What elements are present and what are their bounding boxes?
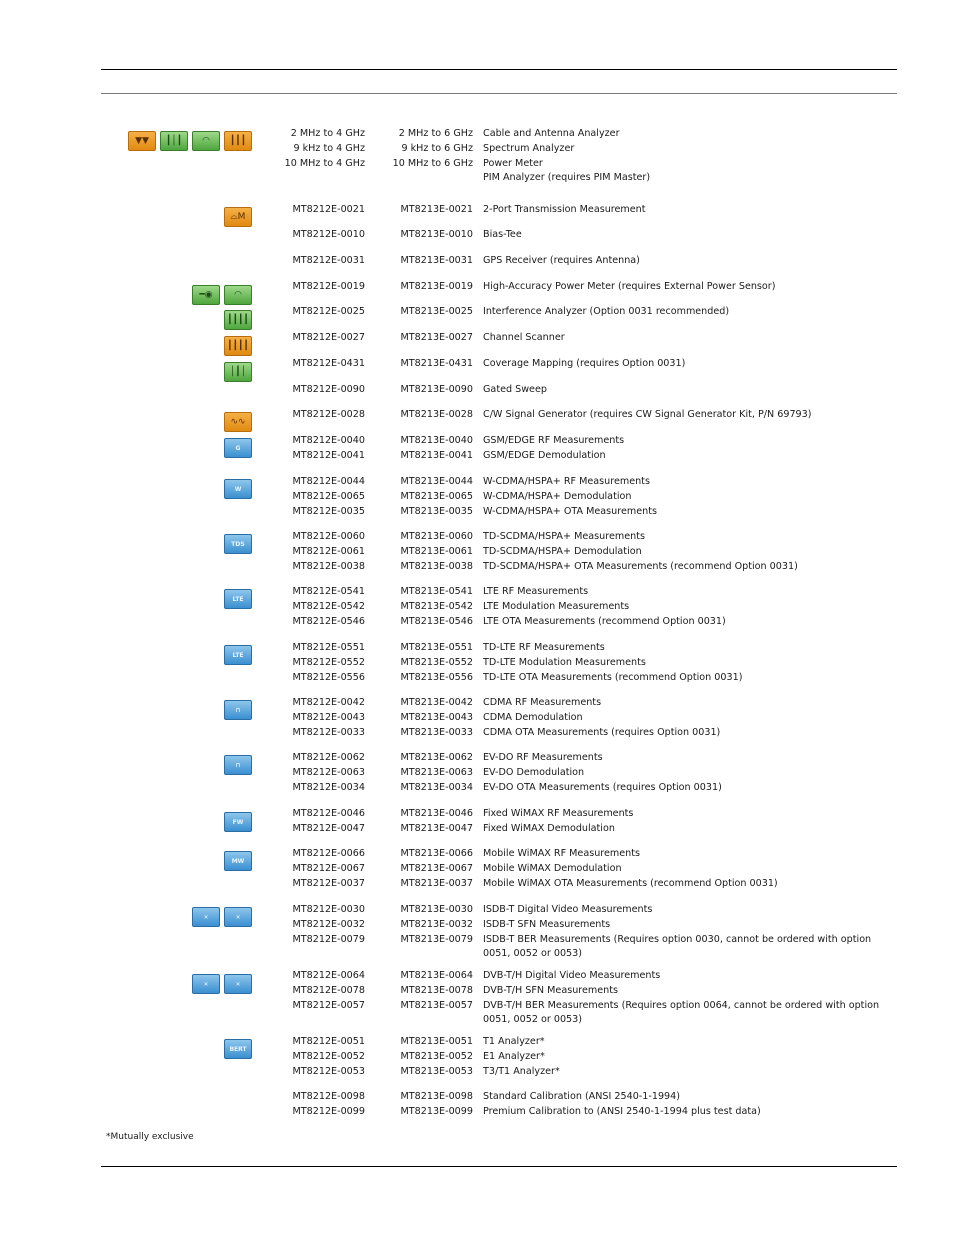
- option-description: E1 Analyzer*: [483, 1050, 545, 1062]
- mt8212e-option: MT8212E-0028: [292, 409, 365, 420]
- mt8213e-option: MT8213E-0079: [400, 933, 473, 945]
- evdo-icon: [224, 755, 252, 775]
- option-description: W-CDMA/HSPA+ RF Measurements: [483, 476, 650, 487]
- mt8213e-option: MT8213E-0025: [400, 306, 473, 317]
- mt8213e-option: MT8213E-0035: [400, 505, 473, 517]
- mt8213e-option: 2 MHz to 6 GHz: [398, 128, 473, 139]
- mt8212e-option: MT8212E-0552: [292, 656, 365, 668]
- mt8213e-option: MT8213E-0028: [400, 409, 473, 420]
- bottom-rule: [101, 1166, 897, 1167]
- icon-glyph: ◠: [234, 290, 242, 300]
- interference-icon: [224, 310, 252, 330]
- icon-glyph: ┃┃┃: [229, 136, 247, 146]
- option-description: TD-LTE RF Measurements: [483, 642, 605, 653]
- mt8213e-option: MT8213E-0063: [400, 766, 473, 778]
- gsm-icon: [224, 438, 252, 458]
- icon-strip: [100, 974, 252, 994]
- mt8213e-option: MT8213E-0052: [400, 1050, 473, 1062]
- icon-glyph: ✕: [203, 914, 209, 921]
- icon-glyph: ▼▼: [135, 136, 149, 146]
- option-description: EV-DO Demodulation: [483, 766, 585, 778]
- option-description: Fixed WiMAX Demodulation: [483, 822, 615, 834]
- td-lte-icon: [224, 645, 252, 665]
- icon-strip: [100, 479, 252, 499]
- mt8213e-option: MT8213E-0067: [400, 862, 473, 874]
- mt8212e-option: MT8212E-0061: [292, 545, 365, 557]
- icon-glyph: MW: [231, 858, 245, 865]
- mt8213e-option: 9 kHz to 6 GHz: [401, 142, 473, 154]
- option-description: TD-SCDMA/HSPA+ OTA Measurements (recommend Option 0031): [483, 560, 798, 572]
- option-description: CDMA Demodulation: [483, 711, 583, 723]
- icon-glyph: ✕: [235, 981, 241, 988]
- icon-glyph: ∿∿: [230, 417, 246, 427]
- icon-glyph: W: [234, 486, 242, 493]
- mt8213e-option: MT8213E-0062: [400, 752, 473, 763]
- mt8213e-option: MT8213E-0431: [400, 358, 473, 369]
- mt8212e-option: MT8212E-0019: [292, 281, 365, 292]
- mt8213e-option: MT8213E-0044: [400, 476, 473, 487]
- signal-generator-icon: [224, 412, 252, 432]
- mt8213e-option: MT8213E-0057: [400, 999, 473, 1011]
- footnote: *Mutually exclusive: [106, 1132, 194, 1142]
- option-description: GSM/EDGE RF Measurements: [483, 435, 625, 446]
- mt8213e-option: MT8213E-0546: [400, 615, 473, 627]
- icon-glyph: ┃│┃: [165, 136, 183, 146]
- option-description: GSM/EDGE Demodulation: [483, 449, 606, 461]
- mt8212e-option: MT8212E-0099: [292, 1105, 365, 1117]
- wcdma-icon: [224, 479, 252, 499]
- power-meter-icon: [192, 131, 220, 151]
- option-description: LTE RF Measurements: [483, 586, 589, 597]
- mt8213e-option: MT8213E-0556: [400, 671, 473, 683]
- icon-glyph: LTE: [232, 652, 244, 659]
- icon-strip: [100, 1039, 252, 1059]
- mt8213e-option: MT8213E-0061: [400, 545, 473, 557]
- option-description: TD-LTE Modulation Measurements: [483, 656, 646, 668]
- mt8213e-option: MT8213E-0041: [400, 449, 473, 461]
- icon-strip: [100, 755, 252, 775]
- mt8213e-option: MT8213E-0065: [400, 490, 473, 502]
- mt8213e-option: MT8213E-0027: [400, 332, 473, 343]
- icon-glyph: ━◉: [199, 290, 213, 300]
- icon-glyph: LTE: [232, 596, 244, 603]
- icon-strip: [100, 589, 252, 609]
- icon-glyph: ┃┃┃┃: [227, 315, 249, 325]
- mt8213e-option: MT8213E-0541: [400, 586, 473, 597]
- antenna-icon: [128, 131, 156, 151]
- mt8213e-option: MT8213E-0046: [400, 808, 473, 819]
- mt8212e-option: MT8212E-0021: [292, 204, 365, 215]
- icon-glyph: ✕: [235, 914, 241, 921]
- option-description: Mobile WiMAX OTA Measurements (recommend Option 0031): [483, 877, 778, 889]
- mt8212e-option: MT8212E-0060: [292, 531, 365, 542]
- mt8213e-option: MT8213E-0042: [400, 697, 473, 708]
- option-description: TD-SCDMA/HSPA+ Measurements: [483, 531, 645, 542]
- mt8213e-option: MT8213E-0037: [400, 877, 473, 889]
- transmission-icon: [224, 207, 252, 227]
- icon-strip: [100, 362, 252, 382]
- mt8212e-option: MT8212E-0025: [292, 306, 365, 317]
- option-description: Mobile WiMAX RF Measurements: [483, 848, 641, 859]
- mt8213e-option: MT8213E-0043: [400, 711, 473, 723]
- mt8212e-option: MT8212E-0033: [292, 726, 365, 738]
- option-description: Interference Analyzer (Option 0031 recommended): [483, 306, 730, 317]
- mt8212e-option: MT8212E-0431: [292, 358, 365, 369]
- mt8213e-option: MT8213E-0047: [400, 822, 473, 834]
- option-description: EV-DO OTA Measurements (requires Option 0031): [483, 781, 722, 793]
- icon-strip: [100, 310, 252, 330]
- icon-strip: [100, 131, 252, 151]
- top-rule: [101, 69, 897, 70]
- mt8213e-option: MT8213E-0030: [400, 904, 473, 915]
- option-description: Coverage Mapping (requires Option 0031): [483, 358, 686, 369]
- mt8212e-option: MT8212E-0098: [292, 1091, 365, 1102]
- mt8212e-option: MT8212E-0078: [292, 984, 365, 996]
- mt8212e-option: MT8212E-0031: [292, 255, 365, 266]
- mt8213e-option: MT8213E-0098: [400, 1091, 473, 1102]
- mt8212e-option: MT8212E-0067: [292, 862, 365, 874]
- icon-glyph: ┃┃┃┃: [227, 341, 249, 351]
- icon-strip: [100, 907, 252, 927]
- option-description: Power Meter: [483, 157, 543, 169]
- option-description: Gated Sweep: [483, 384, 547, 395]
- icon-strip: [100, 700, 252, 720]
- mt8212e-option: MT8212E-0053: [292, 1065, 365, 1077]
- mt8212e-option: MT8212E-0542: [292, 600, 365, 612]
- mt8212e-option: MT8212E-0541: [292, 586, 365, 597]
- icon-strip: [100, 207, 252, 227]
- mt8212e-option: 10 MHz to 4 GHz: [284, 157, 365, 169]
- mt8213e-option: MT8213E-0010: [400, 229, 473, 240]
- spectrum-icon: [160, 131, 188, 151]
- icon-strip: [100, 534, 252, 554]
- mt8213e-option: MT8213E-0053: [400, 1065, 473, 1077]
- icon-strip: [100, 645, 252, 665]
- option-description: Cable and Antenna Analyzer: [483, 128, 620, 139]
- option-description: DVB-T/H Digital Video Measurements: [483, 970, 661, 981]
- fixed-wimax-icon: [224, 812, 252, 832]
- option-description: TD-SCDMA/HSPA+ Demodulation: [483, 545, 642, 557]
- mt8212e-option: MT8212E-0042: [292, 697, 365, 708]
- icon-glyph: ⊓: [235, 762, 241, 769]
- option-description: DVB-T/H SFN Measurements: [483, 984, 618, 996]
- mt8212e-option: MT8212E-0079: [292, 933, 365, 945]
- mt8212e-option: MT8212E-0032: [292, 918, 365, 930]
- dvb-t-icon: [192, 974, 220, 994]
- mt8212e-option: MT8212E-0043: [292, 711, 365, 723]
- option-description: Spectrum Analyzer: [483, 142, 575, 154]
- mt8212e-option: MT8212E-0063: [292, 766, 365, 778]
- option-description: Premium Calibration to (ANSI 2540-1-1994 plus test data): [483, 1105, 761, 1117]
- mt8212e-option: MT8212E-0027: [292, 332, 365, 343]
- pim-icon: [224, 131, 252, 151]
- mt8213e-option: MT8213E-0051: [400, 1036, 473, 1047]
- mt8212e-option: MT8212E-0010: [292, 229, 365, 240]
- mt8212e-option: MT8212E-0030: [292, 904, 365, 915]
- icon-strip: [100, 812, 252, 832]
- mt8213e-option: MT8213E-0552: [400, 656, 473, 668]
- mt8213e-option: MT8213E-0031: [400, 255, 473, 266]
- mt8213e-option: MT8213E-0019: [400, 281, 473, 292]
- mt8213e-option: MT8213E-0021: [400, 204, 473, 215]
- option-description: ISDB-T BER Measurements (Requires option 0030, cannot be ordered with option 0051, 0052 or 0053): [483, 933, 872, 960]
- mt8213e-option: MT8213E-0038: [400, 560, 473, 572]
- icon-glyph: ✕: [203, 981, 209, 988]
- icon-strip: [100, 438, 252, 458]
- mt8212e-option: MT8212E-0062: [292, 752, 365, 763]
- coverage-mapping-icon: [224, 362, 252, 382]
- bert-icon: [224, 1039, 252, 1059]
- option-description: LTE OTA Measurements (recommend Option 0031): [483, 615, 726, 627]
- mt8212e-option: MT8212E-0051: [292, 1036, 365, 1047]
- mt8212e-option: MT8212E-0064: [292, 970, 365, 981]
- option-description: Bias-Tee: [483, 229, 522, 240]
- icon-strip: [100, 336, 252, 356]
- header-rule: [101, 93, 897, 94]
- icon-glyph: ◠: [202, 136, 210, 146]
- mt8212e-option: 9 kHz to 4 GHz: [293, 142, 365, 154]
- mt8212e-option: MT8212E-0041: [292, 449, 365, 461]
- icon-strip: [100, 851, 252, 871]
- mt8213e-option: MT8213E-0099: [400, 1105, 473, 1117]
- lte-icon: [224, 589, 252, 609]
- option-description: 2-Port Transmission Measurement: [483, 204, 646, 215]
- option-description: CDMA OTA Measurements (requires Option 0031): [483, 726, 721, 738]
- icon-strip: [100, 285, 252, 305]
- icon-glyph: G: [235, 445, 241, 452]
- mt8212e-option: MT8212E-0556: [292, 671, 365, 683]
- mt8212e-option: 2 MHz to 4 GHz: [290, 128, 365, 139]
- icon-glyph: ⌓M: [230, 212, 246, 222]
- option-description: EV-DO RF Measurements: [483, 752, 603, 763]
- option-description: GPS Receiver (requires Antenna): [483, 255, 640, 266]
- mt8213e-option: MT8213E-0033: [400, 726, 473, 738]
- mt8212e-option: MT8212E-0057: [292, 999, 365, 1011]
- td-scdma-icon: [224, 534, 252, 554]
- option-description: W-CDMA/HSPA+ Demodulation: [483, 490, 632, 502]
- option-description: C/W Signal Generator (requires CW Signal Generator Kit, P/N 69793): [483, 409, 812, 420]
- mt8212e-option: MT8212E-0047: [292, 822, 365, 834]
- mt8212e-option: MT8212E-0040: [292, 435, 365, 446]
- power-sensor-icon: [192, 285, 220, 305]
- option-description: T1 Analyzer*: [483, 1036, 545, 1047]
- icon-glyph: │┃│: [229, 367, 247, 377]
- isdb-t-icon: [192, 907, 220, 927]
- option-description: DVB-T/H BER Measurements (Requires option 0064, cannot be ordered with option 0051, 0052 or 0053): [483, 999, 880, 1026]
- isdb-t-sfn-icon: [224, 907, 252, 927]
- mt8213e-option: MT8213E-0060: [400, 531, 473, 542]
- mt8212e-option: MT8212E-0044: [292, 476, 365, 487]
- option-description: Mobile WiMAX Demodulation: [483, 862, 622, 874]
- mt8212e-option: MT8212E-0038: [292, 560, 365, 572]
- option-description: ISDB-T Digital Video Measurements: [483, 904, 653, 915]
- mt8213e-option: MT8213E-0066: [400, 848, 473, 859]
- mt8212e-option: MT8212E-0066: [292, 848, 365, 859]
- mt8213e-option: 10 MHz to 6 GHz: [392, 157, 473, 169]
- icon-strip: [100, 412, 252, 432]
- mt8213e-option: MT8213E-0034: [400, 781, 473, 793]
- icon-glyph: ⊓: [235, 707, 241, 714]
- option-description: High-Accuracy Power Meter (requires External Power Sensor): [483, 281, 776, 292]
- mt8212e-option: MT8212E-0035: [292, 505, 365, 517]
- option-description: CDMA RF Measurements: [483, 697, 602, 708]
- channel-scanner-icon: [224, 336, 252, 356]
- mt8213e-option: MT8213E-0542: [400, 600, 473, 612]
- option-description: W-CDMA/HSPA+ OTA Measurements: [483, 505, 657, 517]
- power-meter-icon: [224, 285, 252, 305]
- mt8213e-option: MT8213E-0078: [400, 984, 473, 996]
- mt8212e-option: MT8212E-0034: [292, 781, 365, 793]
- option-description: T3/T1 Analyzer*: [483, 1065, 560, 1077]
- mt8212e-option: MT8212E-0065: [292, 490, 365, 502]
- icon-glyph: TDS: [231, 541, 245, 548]
- option-description: TD-LTE OTA Measurements (recommend Option 0031): [483, 671, 743, 683]
- mobile-wimax-icon: [224, 851, 252, 871]
- option-description: Standard Calibration (ANSI 2540-1-1994): [483, 1091, 680, 1102]
- mt8213e-option: MT8213E-0064: [400, 970, 473, 981]
- option-description: Fixed WiMAX RF Measurements: [483, 808, 634, 819]
- mt8213e-option: MT8213E-0040: [400, 435, 473, 446]
- cdma-icon: [224, 700, 252, 720]
- icon-glyph: FW: [232, 819, 244, 826]
- mt8212e-option: MT8212E-0090: [292, 384, 365, 395]
- option-description: ISDB-T SFN Measurements: [483, 918, 611, 930]
- mt8212e-option: MT8212E-0052: [292, 1050, 365, 1062]
- option-description: LTE Modulation Measurements: [483, 600, 630, 612]
- mt8213e-option: MT8213E-0090: [400, 384, 473, 395]
- mt8212e-option: MT8212E-0551: [292, 642, 365, 653]
- mt8213e-option: MT8213E-0551: [400, 642, 473, 653]
- icon-glyph: BERT: [229, 1046, 247, 1053]
- option-description: Channel Scanner: [483, 332, 565, 343]
- dvb-t-sfn-icon: [224, 974, 252, 994]
- mt8212e-option: MT8212E-0046: [292, 808, 365, 819]
- mt8212e-option: MT8212E-0037: [292, 877, 365, 889]
- mt8212e-option: MT8212E-0546: [292, 615, 365, 627]
- mt8213e-option: MT8213E-0032: [400, 918, 473, 930]
- option-description: PIM Analyzer (requires PIM Master): [483, 172, 651, 184]
